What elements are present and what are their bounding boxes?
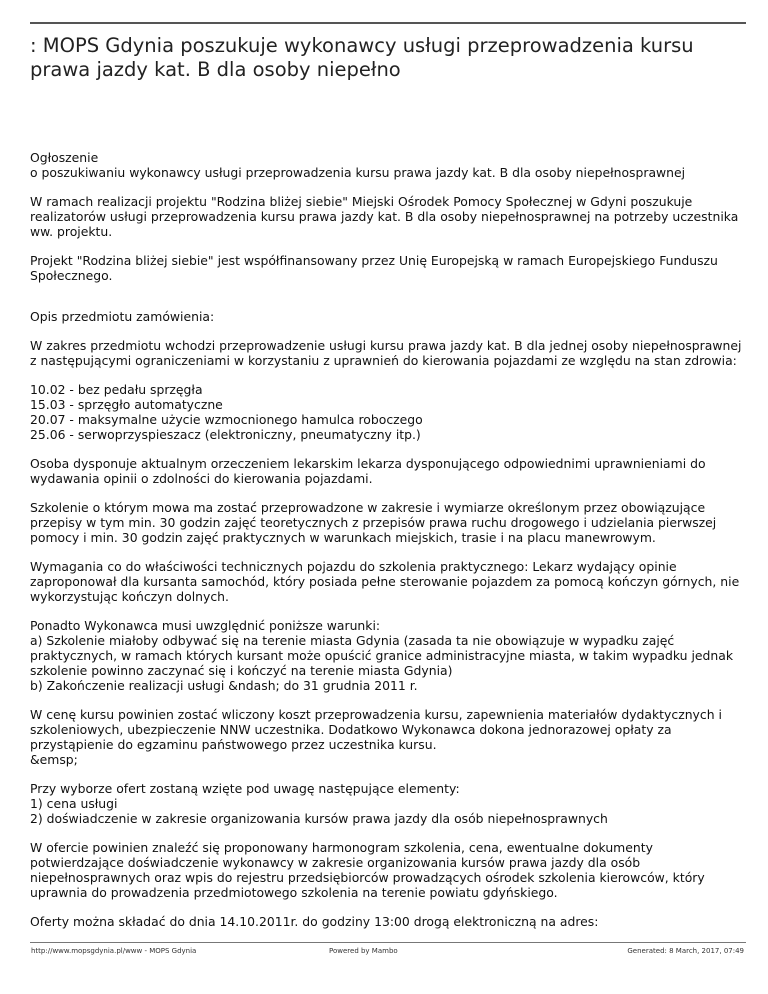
paragraph-funding: Projekt "Rodzina bliżej siebie" jest współfinansowany przez Unię Europejską w ramach Europejskiego Funduszu Społecznego.	[30, 253, 718, 283]
article-body	[30, 150, 746, 943]
paragraph-offer-contents: W ofercie powinien znaleźć się proponowany harmonogram szkolenia, cena, ewentualne dokumenty potwierdzające doświadczenie wykonawcy w zakresie organizowania kursów prawa jazdy dla osób niepełnosprawnych oraz wpis do rejestru przedsiębiorców prowadzących ośrodek szkolenia kierowców, który uprawnia do prowadzenia przedmiotowego szkolenia na terenie powiatu gdyńskiego.	[30, 840, 705, 900]
paragraph-price: W cenę kursu powinien zostać wliczony koszt przeprowadzenia kursu, zapewnienia materiałów dydaktycznych i szkoleniowych, ubezpieczenie NNW uczestnika. Dodatkowo Wykonawca dokona jednorazowej opłaty za przystąpienie do egzaminu państwowego przez uczestnika kursu. &emsp;	[30, 707, 722, 767]
paragraph-announcement: Ogłoszenie o poszukiwaniu wykonawcy usługi przeprowadzenia kursu prawa jazdy kat. B dla osoby niepełnosprawnej	[30, 150, 686, 180]
paragraph-intro: W ramach realizacji projektu "Rodzina bliżej siebie" Miejski Ośrodek Pomocy Społecznej w Gdyni poszukuje realizatorów usługi przeprowadzenia kursu prawa jazdy kat. B dla osoby niepełnosprawnej na potrzeby uczestnika ww. projektu.	[30, 194, 739, 239]
page-footer	[30, 942, 746, 955]
paragraph-medical: Osoba dysponuje aktualnym orzeczeniem lekarskim lekarza dysponującego odpowiednimi uprawnieniami do wydawania opinii o zdolności do kierowania pojazdami.	[30, 456, 706, 486]
paragraph-scope: W zakres przedmiotu wchodzi przeprowadzenie usługi kursu prawa jazdy kat. B dla jednej osoby niepełnosprawnej z następującymi ograniczeniami w korzystaniu z uprawnień do kierowania pojazdami ze względu na stan zdrowia:	[30, 338, 742, 368]
footer-url[interactable]: http://www.mopsgdynia.pl/www - MOPS Gdynia	[31, 947, 197, 955]
top-rule	[30, 22, 746, 24]
page-title: : MOPS Gdynia poszukuje wykonawcy usługi przeprowadzenia kursu prawa jazdy kat. B dla osoby niepełno	[30, 34, 694, 81]
paragraph-restrictions-list: 10.02 - bez pedału sprzęgła 15.03 - sprzęgło automatyczne 20.07 - maksymalne użycie wzmocnionego hamulca roboczego 25.06 - serwoprzyspieszacz (elektroniczny, pneumatyczny itp.)	[30, 382, 423, 442]
paragraph-conditions: Ponadto Wykonawca musi uwzględnić poniższe warunki: a) Szkolenie miałoby odbywać się na terenie miasta Gdynia (zasada ta nie obowiązuje w wypadku zajęć praktycznych, w ramach których kursant może opuścić granice administracyjne miasta, w takim wypadku jednak szkolenie powinno zaczynać się i kończyć na terenie miasta Gdynia) b) Zakończenie realizacji usługi &ndash; do 31 grudnia 2011 r.	[30, 618, 734, 693]
paragraph-subject-heading: Opis przedmiotu zamówienia:	[30, 309, 215, 324]
footer-powered-by: Powered by Mambo	[329, 947, 398, 955]
paragraph-vehicle: Wymagania co do właściwości technicznych pojazdu do szkolenia praktycznego: Lekarz wydający opinie zaproponował dla kursanta samochód, który posiada pełne sterowanie pojazdem za pomocą kończyn górnych, nie wykorzystując kończyn dolnych.	[30, 559, 740, 604]
paragraph-deadline: Oferty można składać do dnia 14.10.2011r. do godziny 13:00 drogą elektroniczną na adres:	[30, 914, 599, 929]
paragraph-training: Szkolenie o którym mowa ma zostać przeprowadzone w zakresie i wymiarze określonym przez obowiązujące przepisy w tym min. 30 godzin zajęć teoretycznych z przepisów prawa ruchu drogowego i udzielania pierwszej pomocy i min. 30 godzin zajęć praktycznych w warunkach miejskich, trasie i na placu manewrowym.	[30, 500, 717, 545]
paragraph-criteria: Przy wyborze ofert zostaną wzięte pod uwagę następujące elementy: 1) cena usługi 2) doświadczenie w zakresie organizowania kursów prawa jazdy dla osób niepełnosprawnych	[30, 781, 608, 826]
footer-generated: Generated: 8 March, 2017, 07:49	[627, 947, 744, 955]
